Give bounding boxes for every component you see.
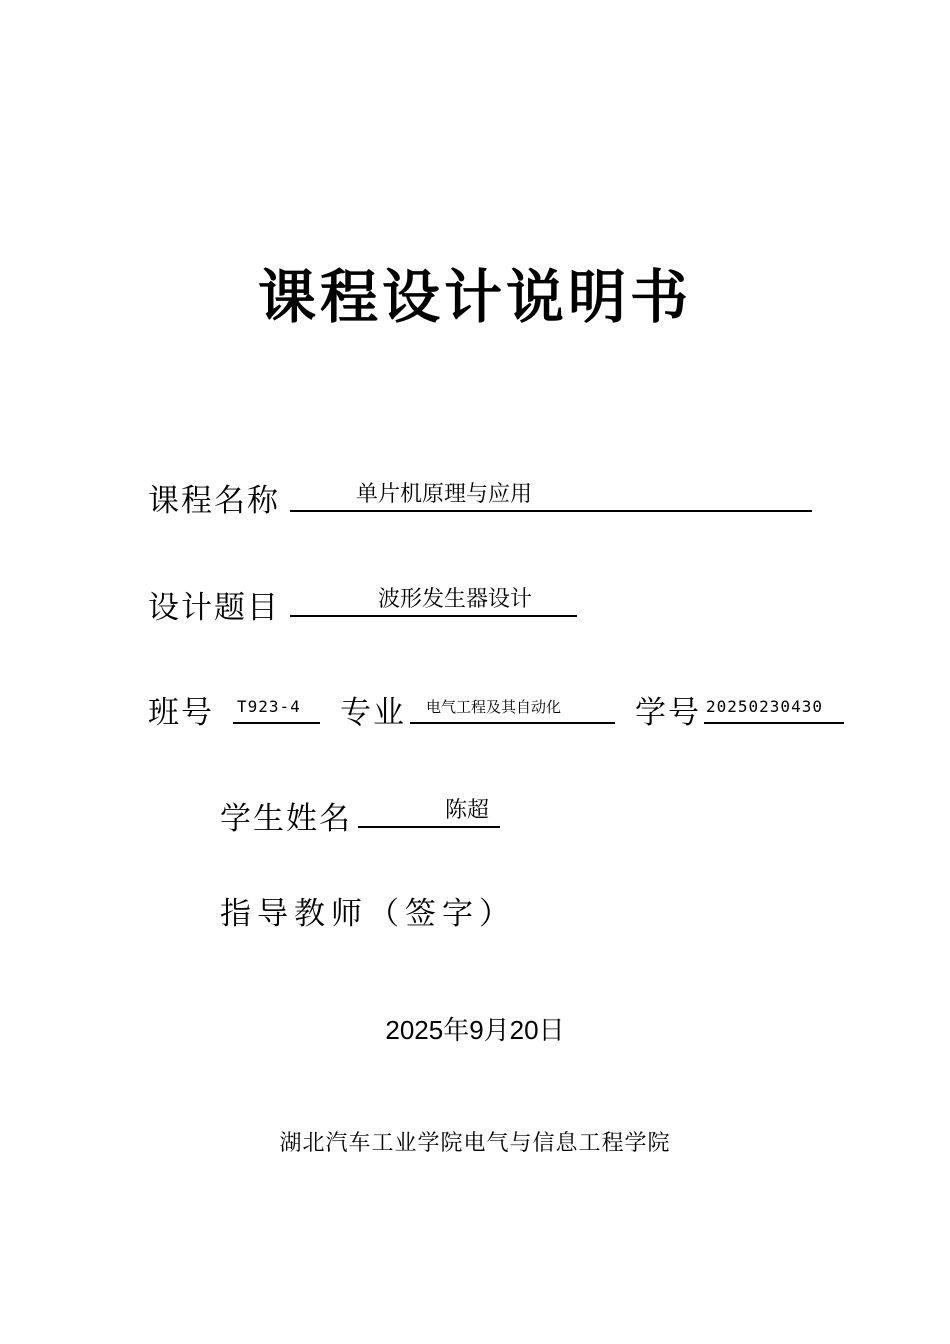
class-label: 班号 bbox=[148, 695, 214, 731]
class-field bbox=[233, 692, 320, 724]
student-id-value: 20250230430 bbox=[706, 697, 823, 716]
major-label: 专业 bbox=[340, 695, 406, 731]
course-field bbox=[290, 480, 812, 512]
class-value: T923-4 bbox=[237, 697, 301, 716]
student-id-label: 学号 bbox=[635, 695, 701, 731]
student-name-value: 陈超 bbox=[445, 798, 490, 823]
student-name-field bbox=[358, 796, 500, 828]
advisor-label: 指导教师（签字） bbox=[220, 896, 516, 932]
topic-label: 设计题目 bbox=[148, 590, 280, 626]
topic-value: 波形发生器设计 bbox=[378, 587, 533, 612]
topic-field bbox=[290, 585, 577, 617]
school-name: 湖北汽车工业学院电气与信息工程学院 bbox=[279, 1131, 671, 1156]
student-name-label: 学生姓名 bbox=[220, 801, 352, 837]
major-field bbox=[410, 692, 615, 724]
course-label: 课程名称 bbox=[148, 483, 280, 519]
document-date: 2025年9月20日 bbox=[385, 1015, 565, 1045]
course-value: 单片机原理与应用 bbox=[356, 482, 533, 507]
major-value: 电气工程及其自动化 bbox=[426, 698, 562, 716]
student-id-field bbox=[704, 692, 844, 724]
advisor-row-clipped bbox=[220, 880, 516, 932]
document-title: 课程设计说明书 bbox=[257, 263, 692, 331]
